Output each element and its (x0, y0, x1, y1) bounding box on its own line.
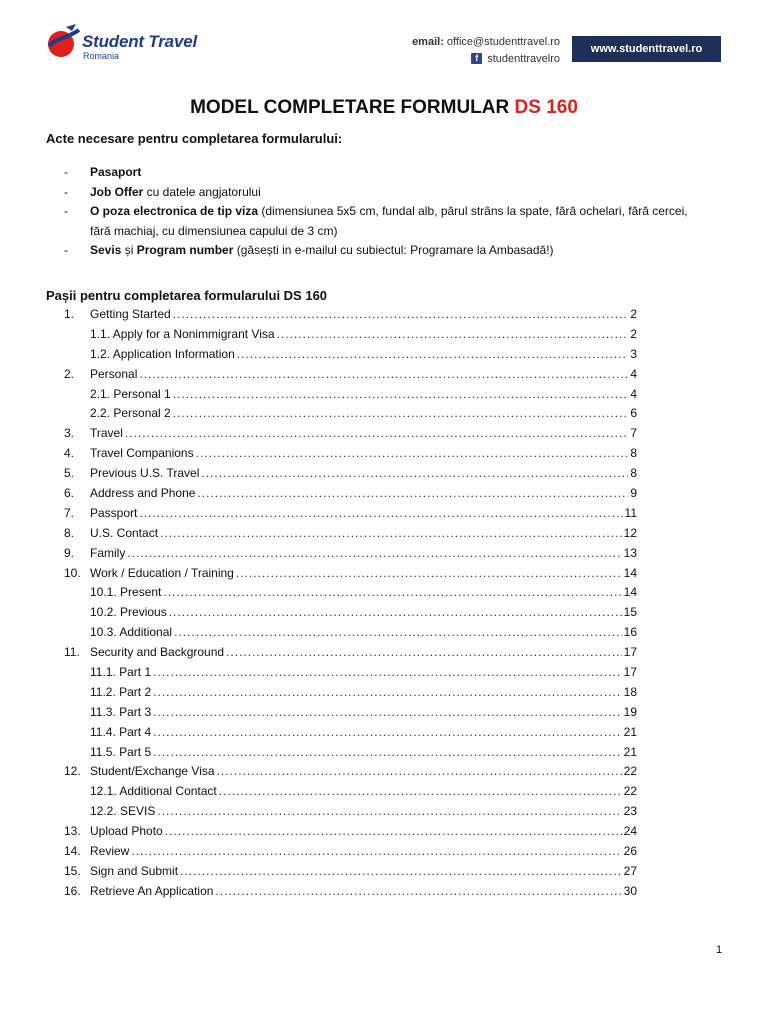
toc-entry-label: Travel (90, 426, 123, 441)
toc-leader-dots (236, 566, 622, 580)
toc-entry-page: 4 (630, 366, 637, 381)
toc-entry-page: 18 (623, 684, 637, 699)
toc-entry-number: 10. (64, 565, 81, 580)
toc-entry-page: 2 (630, 307, 637, 321)
requirement-item: - Job Offer cu datele angjatorului (64, 183, 704, 203)
page-title (0, 97, 768, 119)
toc-leader-dots (237, 347, 629, 361)
student-travel-logo (46, 22, 216, 66)
toc-entry-page: 19 (623, 704, 637, 719)
toc-entry-number: 16. (64, 883, 81, 898)
toc-entry-number: 2. (64, 366, 75, 381)
toc-entry-number: 9. (64, 545, 75, 560)
toc-entry-label: 10.1. Present (90, 585, 162, 600)
toc-entry-label: Upload Photo (90, 824, 163, 839)
toc-entry-page: 2 (630, 326, 637, 341)
requirement-item: - Pasaport (64, 163, 704, 183)
toc-entry-number: 13. (64, 824, 81, 839)
toc-entry-label: Previous U.S. Travel (90, 466, 200, 481)
toc-leader-dots (180, 864, 622, 878)
toc-entry-page: 13 (623, 545, 637, 560)
toc-entry-page: 14 (623, 565, 637, 580)
toc-entry-label: 2.1. Personal 1 (90, 386, 171, 401)
toc-leader-dots (165, 824, 622, 838)
page-number: 1 (716, 944, 723, 956)
toc-entry[interactable] (64, 804, 637, 824)
toc-entry-label: 11.5. Part 5 (90, 744, 152, 759)
toc-entry[interactable] (64, 844, 637, 864)
toc-entry-number: 8. (64, 525, 75, 540)
toc-entry[interactable] (64, 486, 637, 506)
toc-entry-page: 24 (623, 824, 637, 839)
toc-entry-number: 6. (64, 486, 75, 501)
table-of-contents (64, 307, 637, 904)
toc-entry-page: 23 (623, 804, 637, 819)
toc-leader-dots (226, 645, 622, 659)
facebook-line[interactable] (471, 51, 560, 67)
requirement-item: - Sevis și Program number (găsești in e-mailul cu subiectul: Programare la Ambasadă!) (64, 241, 704, 261)
toc-entry-label: 12.1. Additional Contact (90, 784, 217, 799)
toc-leader-dots (127, 546, 621, 560)
toc-entry-label: 10.3. Additional (90, 625, 173, 640)
toc-entry-number: 14. (64, 844, 81, 859)
toc-leader-dots (217, 764, 622, 778)
toc-entry[interactable] (64, 884, 637, 904)
toc-entry[interactable] (64, 566, 637, 586)
toc-entry-page: 14 (623, 585, 637, 600)
toc-entry-page: 6 (630, 406, 637, 421)
toc-entry-label: 11.2. Part 2 (90, 684, 152, 699)
toc-entry-label: Sign and Submit (90, 863, 179, 878)
toc-leader-dots (153, 745, 621, 759)
toc-entry[interactable] (64, 526, 637, 546)
toc-entry[interactable] (64, 307, 637, 327)
toc-entry-label: 2.2. Personal 2 (90, 406, 171, 421)
toc-entry-label: Review (90, 844, 130, 859)
toc-entry-page: 21 (623, 724, 637, 739)
toc-entry-number: 1. (64, 307, 75, 321)
steps-heading: Pașii pentru completarea formularului DS 160 (46, 288, 328, 303)
toc-entry-label: Personal (90, 366, 138, 381)
toc-entry-label: 11.3. Part 3 (90, 704, 152, 719)
toc-entry[interactable] (64, 685, 637, 705)
toc-entry-number: 11. (64, 645, 80, 660)
toc-leader-dots (215, 884, 621, 898)
toc-entry[interactable] (64, 367, 637, 387)
toc-entry[interactable] (64, 347, 637, 367)
toc-leader-dots (197, 486, 628, 500)
toc-entry-label: 1.1. Apply for a Nonimmigrant Visa (90, 326, 275, 341)
toc-entry[interactable] (64, 506, 637, 526)
toc-entry[interactable] (64, 466, 637, 486)
title-highlight: DS 160 (514, 97, 578, 118)
toc-leader-dots (201, 466, 628, 480)
toc-entry-page: 22 (623, 764, 637, 779)
toc-leader-dots (160, 526, 622, 540)
toc-entry-label: Address and Phone (90, 486, 196, 501)
toc-leader-dots (169, 605, 622, 619)
toc-leader-dots (139, 506, 622, 520)
toc-entry-label: 12.2. SEVIS (90, 804, 156, 819)
toc-leader-dots (174, 625, 622, 639)
toc-entry-number: 5. (64, 466, 75, 481)
toc-entry-page: 15 (623, 605, 637, 620)
toc-entry[interactable] (64, 784, 637, 804)
toc-entry-number: 4. (64, 446, 75, 461)
toc-entry-page: 17 (623, 645, 637, 660)
brand-subtitle: Romania (83, 51, 120, 61)
email-label: email: (412, 36, 444, 48)
toc-entry[interactable] (64, 446, 637, 466)
toc-entry[interactable] (64, 327, 637, 347)
toc-entry-label: Work / Education / Training (90, 565, 234, 580)
toc-entry-page: 7 (630, 426, 637, 441)
toc-entry[interactable] (64, 645, 637, 665)
toc-entry-label: Getting Started (90, 307, 171, 321)
toc-entry-label: Student/Exchange Visa (90, 764, 215, 779)
toc-entry[interactable] (64, 546, 637, 566)
toc-entry[interactable] (64, 705, 637, 725)
toc-entry[interactable] (64, 585, 637, 605)
toc-leader-dots (173, 387, 629, 401)
toc-entry[interactable] (64, 764, 637, 784)
toc-leader-dots (153, 725, 621, 739)
email-link[interactable]: office@studenttravel.ro (446, 36, 560, 48)
toc-entry[interactable] (64, 665, 637, 685)
toc-leader-dots (125, 426, 628, 440)
toc-entry-page: 8 (630, 466, 637, 481)
toc-entry-page: 16 (623, 625, 637, 640)
toc-leader-dots (196, 446, 629, 460)
facebook-icon: f (471, 53, 482, 64)
toc-leader-dots (173, 307, 629, 321)
website-link[interactable]: www.studenttravel.ro (572, 36, 721, 62)
requirements-heading: Acte necesare pentru completarea formularului: (46, 131, 343, 146)
toc-leader-dots (277, 327, 629, 341)
toc-leader-dots (157, 804, 621, 818)
toc-entry-page: 12 (623, 525, 637, 540)
toc-entry-page: 21 (623, 744, 637, 759)
toc-leader-dots (219, 784, 622, 798)
toc-leader-dots (173, 406, 629, 420)
toc-entry-page: 27 (623, 863, 637, 878)
toc-leader-dots (163, 585, 621, 599)
toc-entry[interactable] (64, 864, 637, 884)
toc-entry-page: 22 (623, 784, 637, 799)
toc-entry-label: Security and Background (90, 645, 225, 660)
toc-entry-page: 3 (630, 346, 637, 361)
toc-entry-label: 11.1. Part 1 (90, 665, 152, 680)
toc-entry-number: 3. (64, 426, 75, 441)
toc-entry[interactable] (64, 406, 637, 426)
toc-entry[interactable] (64, 745, 637, 765)
toc-entry-number: 15. (64, 863, 81, 878)
toc-entry-label: Retrieve An Application (90, 883, 214, 898)
toc-leader-dots (153, 665, 621, 679)
requirements-list (64, 163, 704, 261)
toc-entry[interactable] (64, 605, 637, 625)
toc-entry-page: 8 (630, 446, 637, 461)
toc-entry-label: Passport (90, 505, 138, 520)
toc-leader-dots (131, 844, 621, 858)
toc-entry[interactable] (64, 824, 637, 844)
toc-entry-label: 1.2. Application Information (90, 346, 235, 361)
toc-entry-page: 26 (623, 844, 637, 859)
facebook-handle: studenttravelro (487, 52, 560, 65)
toc-entry-number: 12. (64, 764, 81, 779)
toc-entry[interactable] (64, 426, 637, 446)
toc-entry-label: Family (90, 545, 126, 560)
toc-entry-page: 9 (630, 486, 637, 501)
email-line (390, 34, 560, 50)
toc-entry-page: 4 (630, 386, 637, 401)
toc-entry-label: 10.2. Previous (90, 605, 167, 620)
toc-leader-dots (139, 367, 628, 381)
toc-entry[interactable] (64, 387, 637, 407)
toc-entry[interactable] (64, 625, 637, 645)
title-main: MODEL COMPLETARE FORMULAR (190, 97, 510, 118)
brand-name: Student Travel (82, 32, 197, 51)
globe-logo-icon (46, 22, 82, 62)
toc-entry-label: Travel Companions (90, 446, 194, 461)
toc-entry-label: U.S. Contact (90, 525, 159, 540)
toc-entry-label: 11.4. Part 4 (90, 724, 152, 739)
toc-leader-dots (153, 705, 621, 719)
toc-entry-page: 17 (623, 665, 637, 680)
toc-entry-page: 11 (624, 505, 637, 520)
toc-leader-dots (153, 685, 621, 699)
toc-entry-number: 7. (64, 505, 75, 520)
toc-entry-page: 30 (623, 883, 637, 898)
contact-info (390, 34, 560, 67)
requirement-item: - O poza electronica de tip viza (dimensiunea 5x5 cm, fundal alb, părul strâns la spate, fără ochelari, fără cercei, fără machiaj, cu dimensiunea capului de 3 cm) (64, 202, 704, 241)
toc-entry[interactable] (64, 725, 637, 745)
